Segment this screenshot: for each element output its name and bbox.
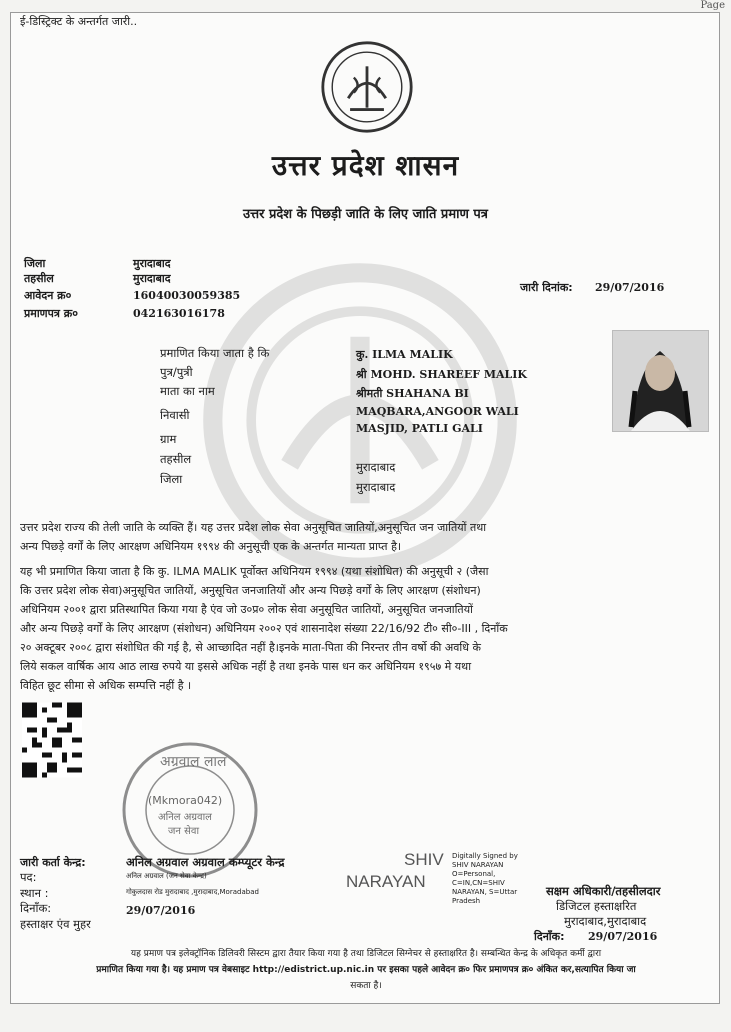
applicant-name: कु. ILMA MALIK	[356, 348, 453, 361]
dsig-line: C=IN,CN=SHIV	[452, 879, 505, 887]
seal-line-1: अनिल अग्रवाल	[158, 812, 212, 823]
authority-date-label: दिनाँक:	[534, 930, 565, 943]
mother-name: श्रीमती SHAHANA BI	[356, 387, 469, 400]
paragraph-line: और अन्य पिछड़े वर्गों के लिए आरक्षण (संशोधन) अधिनियम २००२ एवं शासनादेश संख्या 22/16/92 टी० सी०-III , दिनाँक	[20, 622, 508, 635]
person-tehsil-value: मुरादाबाद	[356, 460, 396, 474]
paragraph-line: २० अक्टूबर २००८ द्वारा संशोधित की गई है, से आच्छादित नहीं है।इनके माता-पिता की निरन्तर तीन वर्षो की अवधि के	[20, 641, 481, 654]
page-label: Page	[700, 0, 725, 11]
tehsil-label: तहसील	[24, 272, 54, 285]
address-line-1: MAQBARA,ANGOOR WALI	[356, 405, 519, 418]
footer-note	[26, 946, 706, 994]
paragraph-line: उत्तर प्रदेश राज्य की तेली जाति के व्यक्ति हैं। यह उत्तर प्रदेश लोक सेवा अनुसूचित जातियों,अनुसूचित जन जातियों तथा	[20, 521, 487, 534]
district-value: मुरादाबाद	[133, 257, 171, 270]
application-no-label: आवेदन क्र०	[24, 289, 72, 302]
father-name: श्री MOHD. SHAREEF MALIK	[356, 368, 527, 381]
person-tehsil-label: तहसील	[160, 452, 192, 466]
person-district-value: मुरादाबाद	[356, 480, 396, 494]
issuer-date-value: 29/07/2016	[126, 904, 196, 917]
issue-date-value: 29/07/2016	[595, 281, 665, 294]
paragraph-line: लिये सकल वार्षिक आय आठ लाख रुपये या इससे अधिक नहीं है तथा इनके पास धन कर अधिनियम १९५७ मे यथा	[20, 660, 472, 673]
village-label: ग्राम	[160, 432, 177, 446]
certificate-no-label: प्रमाणपत्र क्र०	[24, 307, 78, 320]
certificate-no-value: 042163016178	[133, 307, 225, 320]
dsig-line: NARAYAN, S=Uttar	[452, 888, 518, 896]
caste-paragraph	[20, 518, 710, 556]
creamy-layer-paragraph	[20, 562, 710, 695]
applicant-photo	[612, 330, 709, 432]
footer-line: प्रमाणित किया गया है। यह प्रमाण पत्र वेबसाइट http://edistrict.up.nic.in पर इसका पहले आवेदन क्र० फिर प्रमाणपत्र क्र० अंकित कर,सत्यापित किया जा	[96, 965, 636, 975]
paragraph-line: विहित छूट सीमा से अधिक सम्पत्ति नहीं है ।	[20, 679, 192, 692]
e-district-note: ई-डिस्ट्रिक्ट के अन्तर्गत जारी..	[20, 15, 138, 28]
person-district-label: जिला	[160, 472, 183, 486]
seal-code: (Mkmora042)	[148, 794, 223, 807]
paragraph-line: अधिनियम २००१ द्वारा प्रतिस्थापित किया गया है एंव जो उ०प्र० लोक सेवा अनुसूचित जातियों, अनुसूचित जनजातियों	[20, 603, 473, 616]
footer-line: यह प्रमाण पत्र इलेक्ट्रॉनिक डिलिवरी सिस्टम द्वारा तैयार किया गया है तथा डिजिटल सिग्नेचर से हस्ताक्षरित है। सम्बन्धित केन्द्र के अधिकृत कर्मी द्वारा	[130, 949, 602, 959]
digital-signer-name-2: NARAYAN	[346, 872, 426, 891]
application-no-value: 160400300593​85	[133, 289, 241, 302]
issuing-centre-value: अनिल अग्रवाल अग्रवाल कम्प्यूटर केन्द्र	[126, 855, 285, 869]
paragraph-line: कि उत्तर प्रदेश लोक सेवा)अनुसूचित जातियों, अनुसूचित जनजातियों और अन्य पिछड़े वर्गों के लिए आरक्षण (संशोधन)	[20, 584, 481, 597]
up-state-emblem-icon	[320, 40, 414, 134]
paragraph-line: अन्य पिछड़े वर्गों के लिए आरक्षण अधिनियम १९९४ की अनुसूची एक के अन्तर्गत मान्यता प्राप्त है।	[20, 540, 402, 553]
dsig-line: Digitally Signed by	[452, 852, 518, 860]
footer-line: सकता है।	[350, 981, 382, 991]
dsig-line: O=Personal,	[452, 870, 496, 878]
district-label: जिला	[24, 257, 46, 270]
digital-signer-name-1: SHIV	[404, 850, 444, 869]
dsig-line: SHIV NARAYAN	[452, 861, 504, 869]
child-of-label: पुत्र/पुत्री	[160, 365, 193, 379]
dsig-line: Pradesh	[452, 897, 481, 905]
certificate-subtitle: उत्तर प्रदेश के पिछड़ी जाति के लिए जाति प्रमाण पत्र	[243, 207, 488, 222]
issuer-date-label: दिनाँक:	[20, 901, 52, 915]
signature-label: हस्ताक्षर एंव मुहर	[20, 917, 91, 931]
certify-label: प्रमाणित किया जाता है कि	[160, 346, 270, 360]
issue-date-label: जारी दिनांक:	[520, 281, 573, 294]
authority-digital-signed: डिजिटल हस्ताक्षरित	[556, 899, 637, 913]
mother-label: माता का नाम	[160, 384, 215, 398]
post-label: पद:	[20, 870, 37, 884]
authority-date-value: 29/07/2016	[588, 930, 658, 943]
place-label: स्थान :	[20, 886, 49, 900]
tehsil-value: मुरादाबाद	[133, 272, 171, 285]
person-photo-icon	[613, 331, 708, 431]
resident-label: निवासी	[160, 408, 190, 422]
address-line-2: MASJID, PATLI GALI	[356, 422, 483, 435]
seal-top-text: अग्रवाल लाल	[160, 754, 227, 770]
paragraph-line: यह भी प्रमाणित किया जाता है कि कु. ILMA MALIK पूर्वोक्त अधिनियम १९९४ (यथा संशोधित) की अनुसूची २ (जैसा	[20, 565, 489, 578]
issuing-centre-label: जारी कर्ता केन्द्र:	[20, 856, 86, 869]
place-value: गोकुलदास रोड मुरादाबाद ,मुरादाबाद,Moradabad	[126, 888, 259, 896]
digital-signature-details	[452, 852, 518, 906]
post-value: अनिल अग्रवाल (जन सेवा केन्द्र)	[126, 872, 207, 880]
authority-title: सक्षम अधिकारी/तहसीलदार	[546, 884, 661, 898]
seal-line-2: जन सेवा	[168, 826, 200, 837]
page-title: उत्तर प्रदेश शासन	[271, 149, 460, 182]
qr-code-icon	[22, 702, 82, 778]
authority-location: मुरादाबाद,मुरादाबाद	[564, 914, 647, 928]
